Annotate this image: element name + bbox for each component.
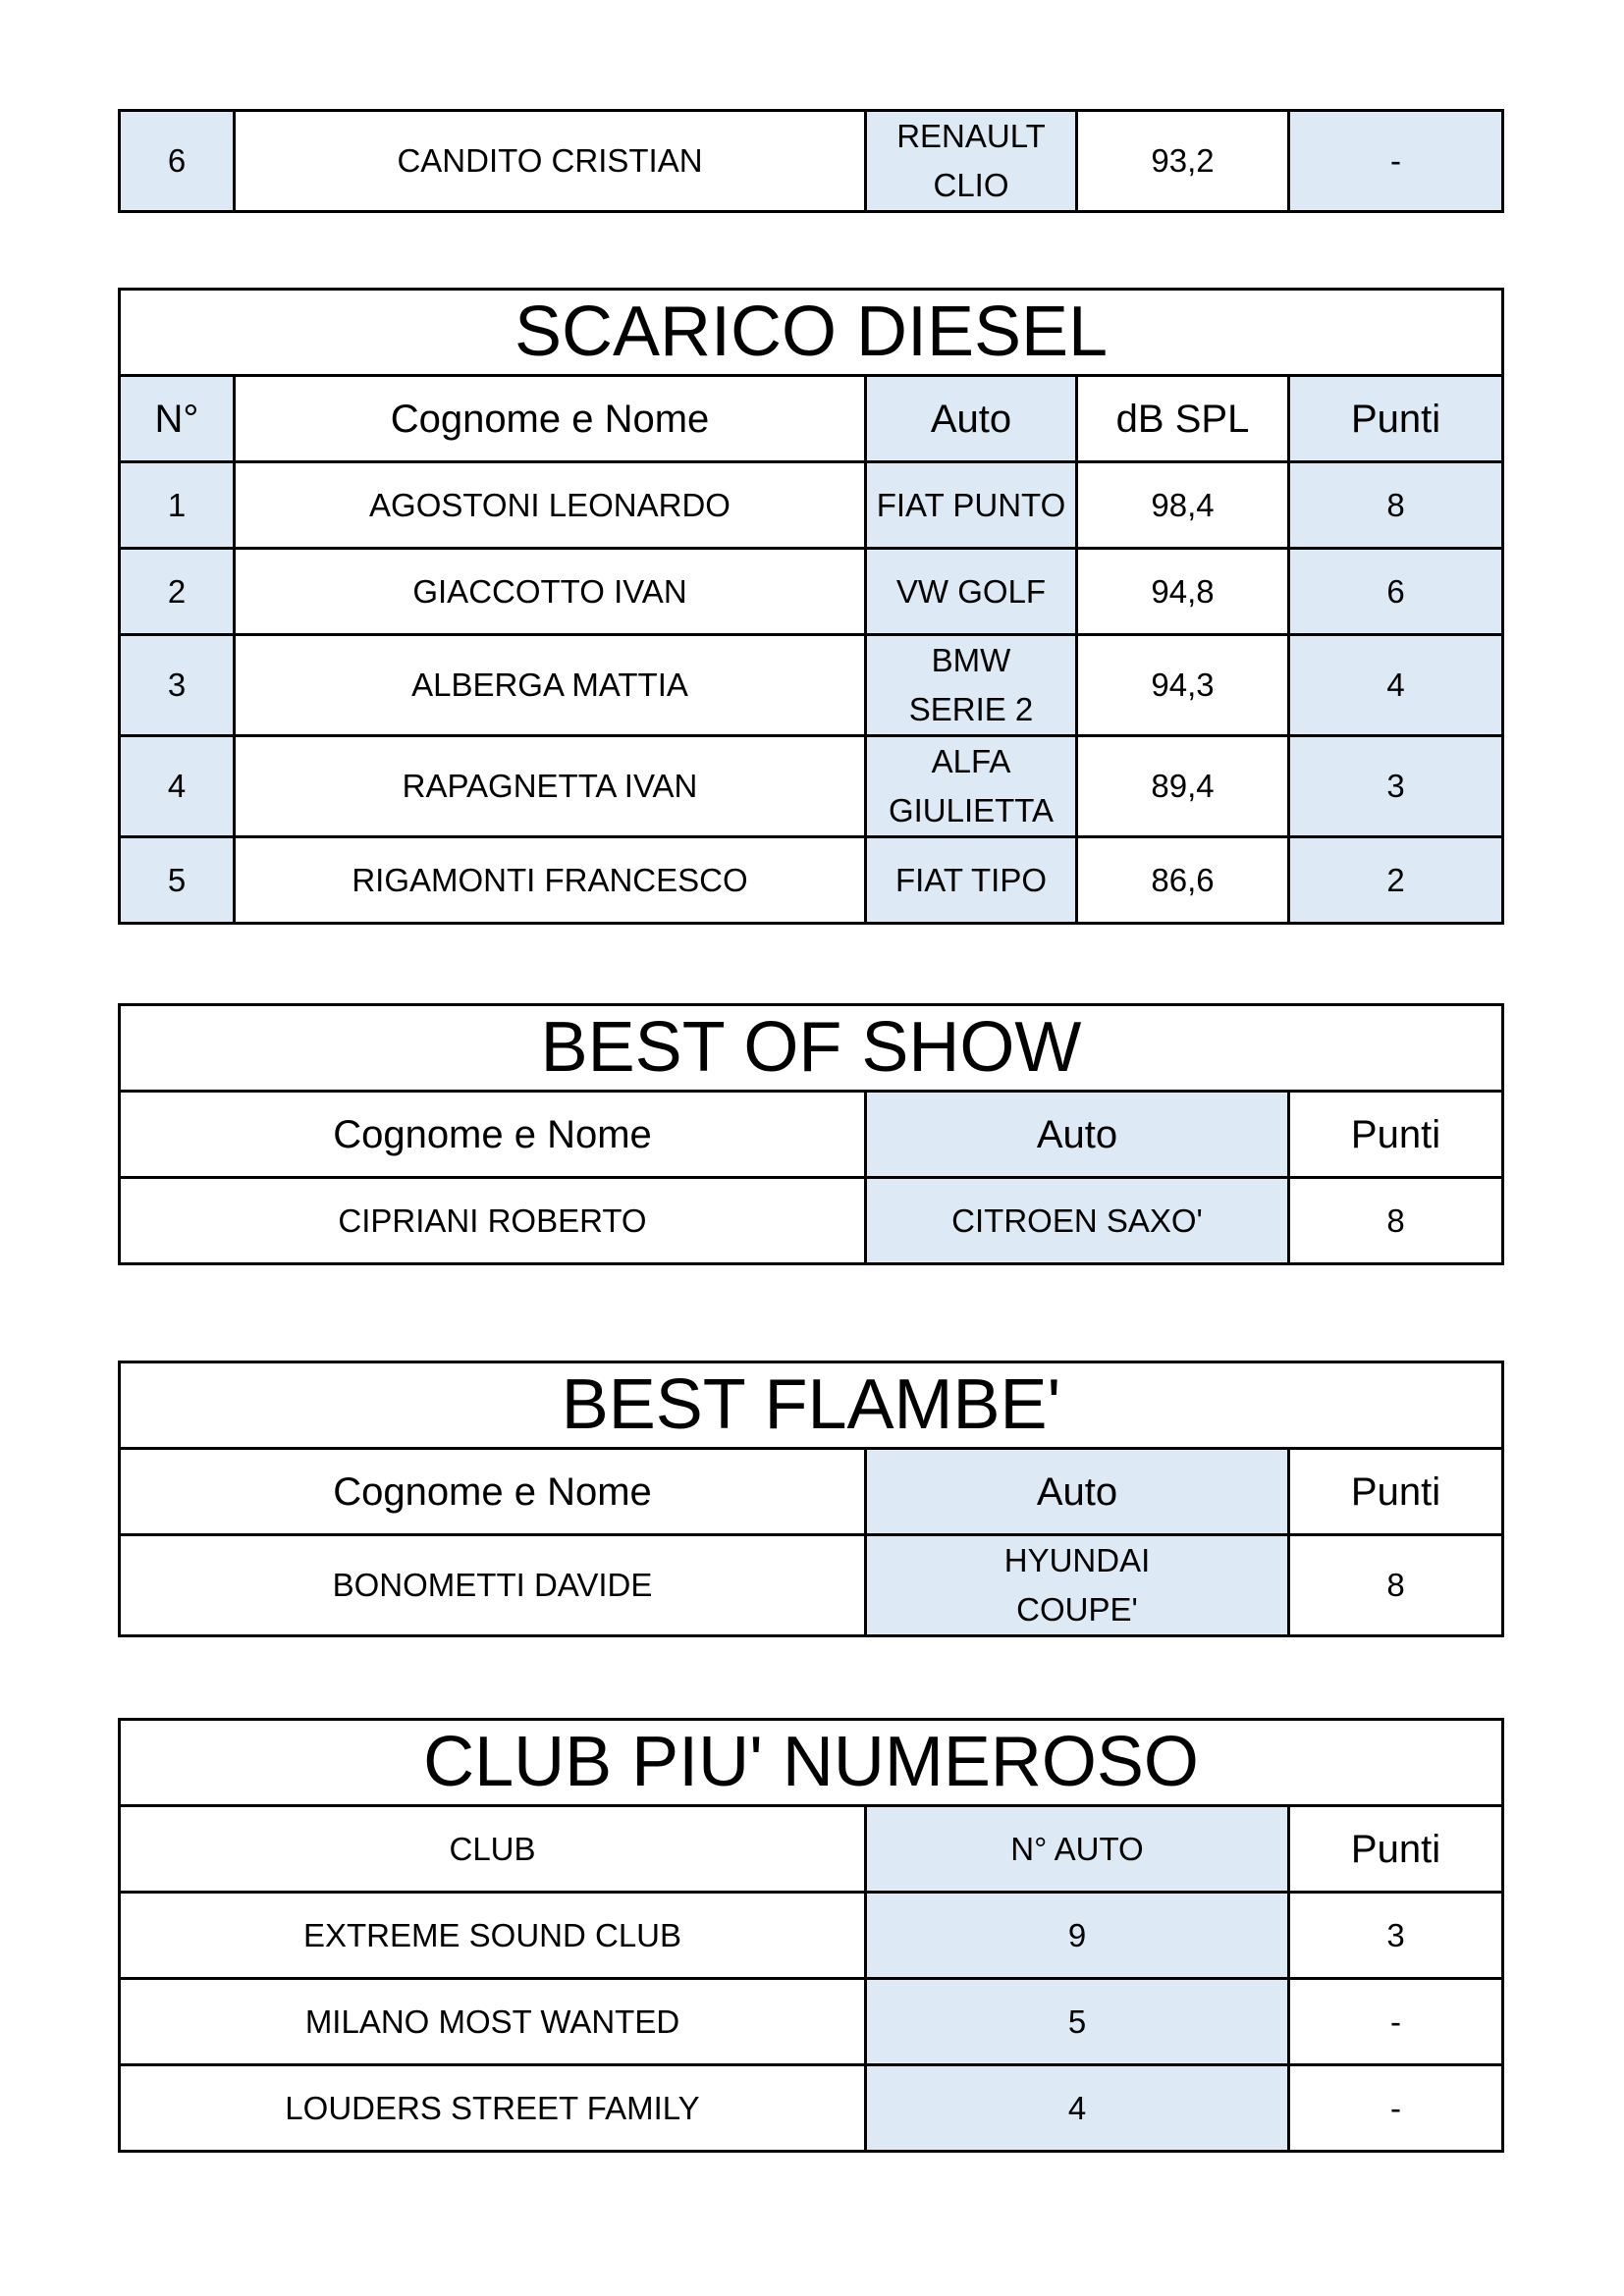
name-cell: AGOSTONI LEONARDO xyxy=(235,462,866,549)
auto-cell xyxy=(866,111,1077,212)
rank-cell: 1 xyxy=(120,462,235,549)
name-cell: RIGAMONTI FRANCESCO xyxy=(235,837,866,924)
header-name: Cognome e Nome xyxy=(120,1449,866,1535)
points-cell: 8 xyxy=(1289,462,1503,549)
best-flambe-table xyxy=(118,1361,1504,1637)
header-auto: N° AUTO xyxy=(866,1806,1289,1893)
auto-cell: VW GOLF xyxy=(866,549,1077,635)
club-cell: LOUDERS STREET FAMILY xyxy=(120,2065,866,2152)
diesel-table xyxy=(118,288,1504,925)
header-db: dB SPL xyxy=(1077,376,1289,462)
points-cell: 2 xyxy=(1289,837,1503,924)
header-name: Cognome e Nome xyxy=(235,376,866,462)
header-row xyxy=(120,1092,1503,1178)
carryover-table xyxy=(118,109,1504,213)
rank-cell: 6 xyxy=(120,111,235,212)
club-cell: EXTREME SOUND CLUB xyxy=(120,1893,866,1979)
points-cell: - xyxy=(1289,111,1503,212)
points-cell: 3 xyxy=(1289,1893,1503,1979)
section-title: BEST FLAMBE' xyxy=(120,1362,1503,1449)
header-row xyxy=(120,1806,1503,1893)
auto-cell xyxy=(866,1535,1289,1636)
auto-line: COUPE' xyxy=(1016,1591,1138,1628)
auto-line: ALFA xyxy=(931,743,1011,779)
auto-line: GIULIETTA xyxy=(888,792,1055,828)
name-cell: ALBERGA MATTIA xyxy=(235,635,866,736)
db-cell: 94,8 xyxy=(1077,549,1289,635)
rank-cell: 3 xyxy=(120,635,235,736)
auto-line: SERIE 2 xyxy=(908,691,1034,727)
table-row xyxy=(120,635,1503,736)
db-cell: 93,2 xyxy=(1077,111,1289,212)
best-show-table xyxy=(118,1003,1504,1265)
header-points: Punti xyxy=(1289,1449,1503,1535)
auto-count-cell: 9 xyxy=(866,1893,1289,1979)
table-row xyxy=(120,1178,1503,1264)
name-cell: BONOMETTI DAVIDE xyxy=(120,1535,866,1636)
header-auto: Auto xyxy=(866,376,1077,462)
header-auto: Auto xyxy=(866,1449,1289,1535)
db-cell: 89,4 xyxy=(1077,736,1289,837)
table-row xyxy=(120,1979,1503,2065)
auto-cell xyxy=(866,736,1077,837)
auto-count-cell: 4 xyxy=(866,2065,1289,2152)
db-cell: 86,6 xyxy=(1077,837,1289,924)
name-cell: CIPRIANI ROBERTO xyxy=(120,1178,866,1264)
rank-cell: 5 xyxy=(120,837,235,924)
auto-line: BMW xyxy=(931,642,1011,678)
header-name: Cognome e Nome xyxy=(120,1092,866,1178)
header-n: N° xyxy=(120,376,235,462)
auto-line: CLIO xyxy=(933,167,1009,203)
points-cell: 3 xyxy=(1289,736,1503,837)
auto-line: RENAULT xyxy=(896,118,1046,154)
table-row xyxy=(120,462,1503,549)
auto-line: HYUNDAI xyxy=(1003,1542,1151,1578)
auto-count-cell: 5 xyxy=(866,1979,1289,2065)
header-points: Punti xyxy=(1289,1092,1503,1178)
points-cell: 8 xyxy=(1289,1178,1503,1264)
name-cell: CANDITO CRISTIAN xyxy=(235,111,866,212)
auto-cell: FIAT PUNTO xyxy=(866,462,1077,549)
table-row xyxy=(120,549,1503,635)
header-auto: Auto xyxy=(866,1092,1289,1178)
table-row xyxy=(120,2065,1503,2152)
points-cell: - xyxy=(1289,1979,1503,2065)
name-cell: RAPAGNETTA IVAN xyxy=(235,736,866,837)
auto-cell: FIAT TIPO xyxy=(866,837,1077,924)
section-title: SCARICO DIESEL xyxy=(120,290,1503,376)
header-row xyxy=(120,376,1503,462)
rank-cell: 4 xyxy=(120,736,235,837)
header-club: CLUB xyxy=(120,1806,866,1893)
club-cell: MILANO MOST WANTED xyxy=(120,1979,866,2065)
name-cell: GIACCOTTO IVAN xyxy=(235,549,866,635)
auto-cell: CITROEN SAXO' xyxy=(866,1178,1289,1264)
header-row xyxy=(120,1449,1503,1535)
points-cell: 4 xyxy=(1289,635,1503,736)
table-row xyxy=(120,1893,1503,1979)
table-row xyxy=(120,837,1503,924)
auto-cell xyxy=(866,635,1077,736)
points-cell: - xyxy=(1289,2065,1503,2152)
table-row xyxy=(120,111,1503,212)
points-cell: 6 xyxy=(1289,549,1503,635)
points-cell: 8 xyxy=(1289,1535,1503,1636)
db-cell: 94,3 xyxy=(1077,635,1289,736)
table-row xyxy=(120,736,1503,837)
club-table xyxy=(118,1718,1504,2153)
section-title: CLUB PIU' NUMEROSO xyxy=(120,1720,1503,1806)
table-row xyxy=(120,1535,1503,1636)
header-points: Punti xyxy=(1289,1806,1503,1893)
db-cell: 98,4 xyxy=(1077,462,1289,549)
header-points: Punti xyxy=(1289,376,1503,462)
rank-cell: 2 xyxy=(120,549,235,635)
section-title: BEST OF SHOW xyxy=(120,1005,1503,1092)
